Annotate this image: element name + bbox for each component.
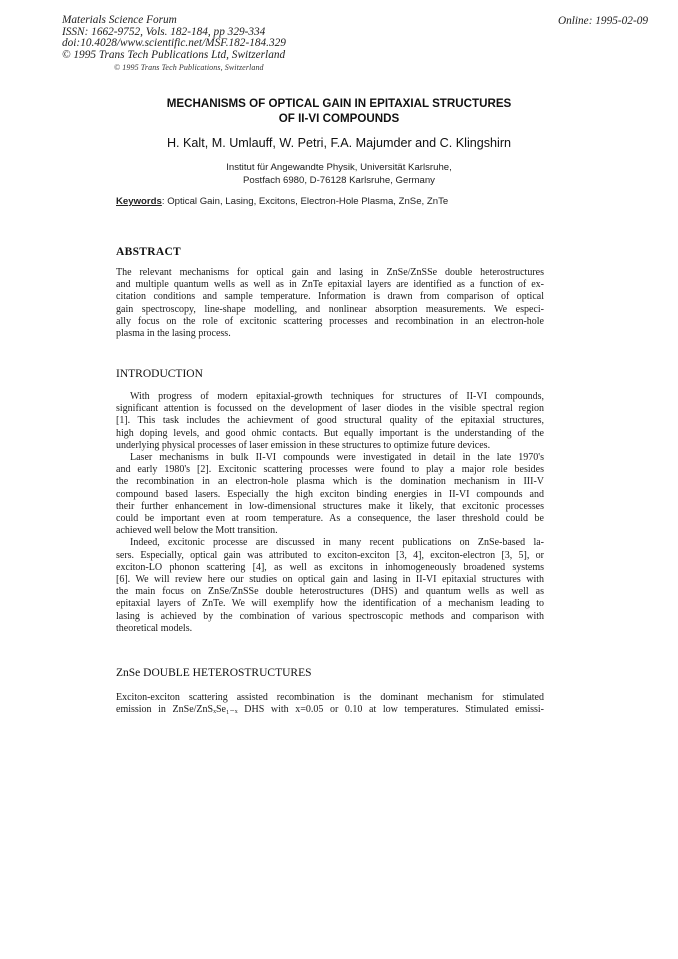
intro-line: and early 1980's [2]. Excitonic scattering processes were found to play a major role besides bbox=[116, 464, 544, 476]
section-line: Exciton-exciton scattering assisted recombination is the dominant mechanism for stimulated bbox=[116, 692, 544, 703]
abstract-line: The relevant mechanisms for optical gain and lasing in ZnSe/ZnSSe double heterostructures bbox=[116, 267, 544, 278]
author-list: H. Kalt, M. Umlauff, W. Petri, F.A. Majumder and C. Klingshirn bbox=[166, 136, 512, 150]
abstract-line: gain spectroscopy, line-shape modelling, and nonlinear absorption measurements. We especi- bbox=[116, 303, 544, 315]
abstract-line: and multiple quantum wells as well as in ZnTe epitaxial layers are identified as a function of ex- bbox=[116, 279, 544, 291]
section-line: emission in ZnSe/ZnSₓSe₁₋ₓ DHS with x=0.05 or 0.10 at low temperatures. Stimulated emissi- bbox=[116, 704, 544, 716]
old-copyright-stamp: © 1995 Trans Tech Publications, Switzerland bbox=[114, 63, 264, 72]
journal-name: Materials Science Forum bbox=[62, 14, 177, 26]
intro-line: achieved well below the Mott transition. bbox=[116, 525, 278, 537]
intro-line: Laser mechanisms in bulk II-VI compounds were investigated in detail in the late 1970's bbox=[130, 452, 544, 464]
abstract-line: plasma in the lasing process. bbox=[116, 328, 231, 340]
intro-line: high doping levels, and good ohmic contacts. But equally important is the understanding of the bbox=[116, 427, 544, 439]
journal-copyright: © 1995 Trans Tech Publications Ltd, Switzerland bbox=[62, 48, 286, 61]
intro-line: sers. Especially, optical gain was attributed to exciton-exciton [3, 4], exciton-electron [3, 5], or bbox=[116, 549, 544, 561]
introduction-body bbox=[116, 391, 544, 635]
paper-title bbox=[100, 96, 578, 126]
intro-line: significant attention is focussed on the development of laser diodes in the visible spectral region bbox=[116, 403, 544, 415]
intro-line: exciton-LO phonon scattering [4], as well as excitons in inhomogeneously broadened systems bbox=[116, 561, 544, 573]
intro-line: underlying physical processes of laser emission in these structures to optimize future devices. bbox=[116, 439, 491, 451]
journal-doi: doi:10.4028/www.scientific.net/MSF.182-184.329 bbox=[62, 37, 286, 50]
introduction-heading: INTRODUCTION bbox=[116, 368, 203, 380]
section-znse-dhs-body bbox=[116, 692, 544, 716]
intro-line: With progress of modern epitaxial-growth techniques for structures of II-VI compounds, bbox=[130, 391, 544, 402]
intro-line: Indeed, excitonic processe are discussed in many recent publications on ZnSe-based la- bbox=[130, 537, 544, 549]
intro-line: the main focus on ZnSe/ZnSSe double heterostructures (DHS) and quantum wells as well as bbox=[116, 586, 544, 598]
journal-header bbox=[62, 15, 286, 61]
intro-line: the recombination in an electron-hole plasma which is the domination mechanism in III-V bbox=[116, 476, 544, 488]
abstract-heading: ABSTRACT bbox=[116, 246, 182, 258]
online-date: Online: 1995-02-09 bbox=[557, 15, 648, 27]
abstract-body bbox=[116, 267, 544, 340]
intro-line: [1]. This task includes the achievment of good structural quality of the epitaxial structures, bbox=[116, 415, 544, 427]
abstract-line: ally focus on the role of excitonic scattering processes and recombination in an electron-hole bbox=[116, 315, 544, 327]
keywords bbox=[116, 196, 448, 207]
intro-line: compound based lasers. Especially the high exciton binding energies in II-VI compounds and bbox=[116, 488, 544, 500]
title-line: OF II-VI COMPOUNDS bbox=[278, 112, 400, 125]
intro-line: epitaxial layers of ZnTe. We will exemplify how the identification of a mechanism leading to bbox=[116, 598, 544, 610]
intro-line: could be important even at room temperature. As a consequence, the laser threshold could be bbox=[116, 513, 544, 525]
intro-line: lasing is achieved by the combination of various spectroscopic methods and comparison with bbox=[116, 610, 544, 622]
abstract-line: citation conditions and sample temperature. Information is drawn from comparison of optical bbox=[116, 291, 544, 303]
affiliation-line: Postfach 6980, D-76128 Karlsruhe, Germany bbox=[243, 175, 435, 186]
keywords-text: : Optical Gain, Lasing, Excitons, Electron-Hole Plasma, ZnSe, ZnTe bbox=[161, 196, 449, 207]
keywords-label: Keywords bbox=[116, 196, 162, 207]
affiliation-line: Institut für Angewandte Physik, Universität Karlsruhe, bbox=[226, 162, 452, 173]
intro-line: theoretical models. bbox=[116, 622, 193, 634]
intro-line: their further enhancement in low-dimensional structures make it likely, that excitonic processes bbox=[116, 500, 544, 512]
intro-line: [6]. We will review here our studies on optical gain and lasing in II-VI epitaxial structures with bbox=[116, 574, 544, 586]
affiliation bbox=[100, 161, 578, 187]
journal-issn: ISSN: 1662-9752, Vols. 182-184, pp 329-334 bbox=[62, 25, 266, 38]
title-line: MECHANISMS OF OPTICAL GAIN IN EPITAXIAL STRUCTURES bbox=[166, 97, 512, 110]
section-heading-znse-dhs: ZnSe DOUBLE HETEROSTRUCTURES bbox=[116, 667, 312, 679]
